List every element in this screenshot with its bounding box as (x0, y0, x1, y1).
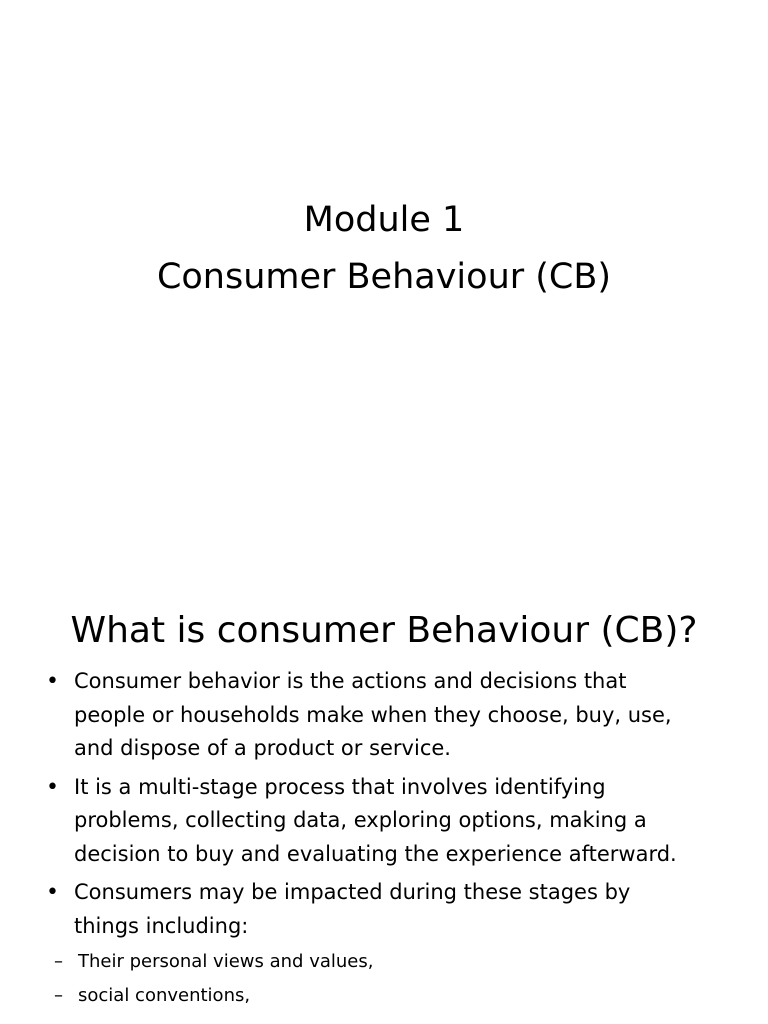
bullet-line: It is a multi-stage process that involves identifying (74, 774, 606, 799)
bullet-dot-icon: • (46, 774, 59, 800)
bullet-text (74, 876, 742, 943)
bullet-text (74, 665, 742, 766)
bullet-item (42, 876, 742, 1011)
dash-icon: – (54, 951, 63, 972)
title-block (0, 192, 768, 306)
bullet-line: Consumer behavior is the actions and decisions that (74, 669, 627, 693)
sub-bullet-list (54, 946, 742, 1011)
slide-definition (0, 576, 768, 1024)
bullet-dot-icon: • (46, 880, 59, 905)
bullet-list (42, 665, 742, 1016)
bullet-line: decision to buy and evaluating the experience afterward. (74, 841, 677, 866)
bullet-line: and dispose of a product or service. (74, 736, 451, 760)
dash-icon: – (54, 985, 63, 1006)
module-title: Module 1 (303, 200, 465, 240)
course-title: Consumer Behaviour (CB) (156, 257, 612, 297)
bullet-item (42, 665, 742, 766)
sub-bullet-text: Their personal views and values, (78, 951, 374, 972)
slide-heading: What is consumer Behaviour (CB)? (70, 610, 698, 651)
bullet-line: things including: (74, 913, 249, 938)
sub-bullet-text: social conventions, (78, 985, 251, 1006)
bullet-dot-icon: • (46, 669, 59, 694)
bullet-line: Consumers may be impacted during these stages by (74, 880, 631, 904)
sub-bullet-item (46, 946, 742, 977)
bullet-text (74, 771, 742, 872)
bullet-line: problems, collecting data, exploring options, making a (74, 808, 647, 832)
sub-bullet-item (46, 980, 742, 1011)
bullet-line: people or households make when they choose, buy, use, (74, 702, 672, 727)
bullet-item (42, 771, 742, 872)
